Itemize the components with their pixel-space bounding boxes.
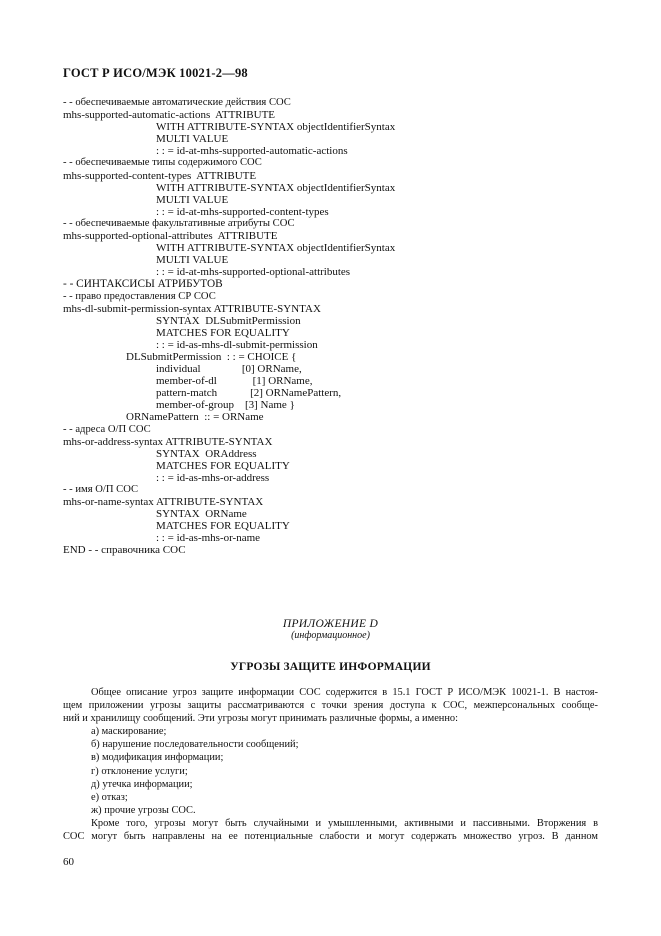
body-text xyxy=(63,686,598,843)
code-line: mhs-supported-automatic-actions ATTRIBUTE xyxy=(63,109,276,122)
paragraph-line: СОС могут быть направлены на ее потенциальные слабости и могут содержать множество угроз. В данном xyxy=(63,831,598,843)
code-line: DLSubmitPermission : : = CHOICE { xyxy=(126,350,297,363)
appendix-sublabel: (информационное) xyxy=(291,630,370,641)
code-line: : : = id-at-mhs-supported-automatic-actions xyxy=(156,145,348,158)
code-line: END - - справочника СОС xyxy=(63,544,186,557)
page-number: 60 xyxy=(63,856,74,868)
code-comment-line: - - обеспечиваемые типы содержимого СОС xyxy=(63,157,262,169)
code-line: WITH ATTRIBUTE-SYNTAX objectIdentifierSyntax xyxy=(156,242,396,255)
list-item: в) модификация информации; xyxy=(91,752,224,764)
paragraph-line: ний и хранилищу сообщений. Эти угрозы могут принимать различные формы, а именно: xyxy=(63,713,459,725)
code-line: mhs-supported-optional-attributes ATTRIBUTE xyxy=(63,230,278,243)
asn1-code-block xyxy=(63,97,623,557)
code-comment-line: - - адреса О/П СОС xyxy=(63,423,151,435)
list-item: ж) прочие угрозы СОС. xyxy=(91,804,196,816)
code-line: member-of-group [3] Name } xyxy=(156,399,295,412)
list-item: д) утечка информации; xyxy=(91,778,193,790)
code-line: member-of-dl [1] ORName, xyxy=(156,375,313,388)
code-comment-line: - - имя О/П СОС xyxy=(63,484,139,495)
code-line: mhs-or-address-syntax ATTRIBUTE-SYNTAX xyxy=(63,435,273,448)
code-line: SYNTAX ORName xyxy=(156,508,247,521)
paragraph-line: Общее описание угроз защите информации СОС содержится в 15.1 ГОСТ Р ИСО/МЭК 10021-1. В настоя- xyxy=(91,687,598,698)
paragraph-line: Кроме того, угрозы могут быть случайными и умышленными, активными и пассивными. Вторжения в xyxy=(91,817,598,829)
code-line: WITH ATTRIBUTE-SYNTAX objectIdentifierSyntax xyxy=(156,181,396,194)
code-line: MULTI VALUE xyxy=(156,193,229,206)
code-comment-line: - - обеспечиваемые факультативные атрибуты СОС xyxy=(63,217,295,229)
code-line: mhs-supported-content-types ATTRIBUTE xyxy=(63,169,257,182)
appendix-label: ПРИЛОЖЕНИЕ D xyxy=(282,618,379,630)
code-line: MATCHES FOR EQUALITY xyxy=(156,459,290,472)
document-header: ГОСТ Р ИСО/МЭК 10021-2—98 xyxy=(63,66,248,80)
code-line: : : = id-as-mhs-or-address xyxy=(156,471,270,484)
code-line: MATCHES FOR EQUALITY xyxy=(156,326,290,339)
code-line: mhs-dl-submit-permission-syntax ATTRIBUTE-SYNTAX xyxy=(63,302,321,315)
code-line: SYNTAX DLSubmitPermission xyxy=(156,314,301,327)
list-item: б) нарушение последовательности сообщений; xyxy=(91,739,299,751)
code-line: : : = id-as-mhs-or-name xyxy=(156,532,261,545)
paragraph-intro xyxy=(63,686,598,725)
code-line: SYNTAX ORAddress xyxy=(156,447,257,460)
threat-list xyxy=(63,725,598,817)
code-line: : : = id-at-mhs-supported-optional-attributes xyxy=(156,266,351,279)
code-line: : : = id-at-mhs-supported-content-types xyxy=(156,205,329,218)
list-item: е) отказ; xyxy=(91,791,128,803)
code-comment-line: - - СИНТАКСИСЫ АТРИБУТОВ xyxy=(63,278,223,291)
code-comment-line: - - право предоставления СР СОС xyxy=(63,290,216,302)
list-item: а) маскирование; xyxy=(91,726,167,738)
code-comment-line: - - обеспечиваемые автоматические действия СОС xyxy=(63,97,291,108)
code-line: MULTI VALUE xyxy=(156,133,229,146)
code-line: mhs-or-name-syntax ATTRIBUTE-SYNTAX xyxy=(63,496,264,509)
paragraph-line: щем приложении угрозы защиты рассматриваются с точки зрения доступа к СОС, межперсональных сообще- xyxy=(63,700,598,712)
code-line: MATCHES FOR EQUALITY xyxy=(156,520,290,533)
list-item: г) отклонение услуги; xyxy=(91,765,188,777)
code-line: MULTI VALUE xyxy=(156,254,229,267)
code-line: individual [0] ORName, xyxy=(156,363,302,376)
code-line: WITH ATTRIBUTE-SYNTAX objectIdentifierSyntax xyxy=(156,121,396,134)
code-line: pattern-match [2] ORNamePattern, xyxy=(156,387,342,400)
code-line: : : = id-as-mhs-dl-submit-permission xyxy=(156,338,318,351)
paragraph-threats xyxy=(63,817,598,843)
appendix-title: УГРОЗЫ ЗАЩИТЕ ИНФОРМАЦИИ xyxy=(230,661,431,673)
code-line: ORNamePattern :: = ORName xyxy=(126,411,264,424)
